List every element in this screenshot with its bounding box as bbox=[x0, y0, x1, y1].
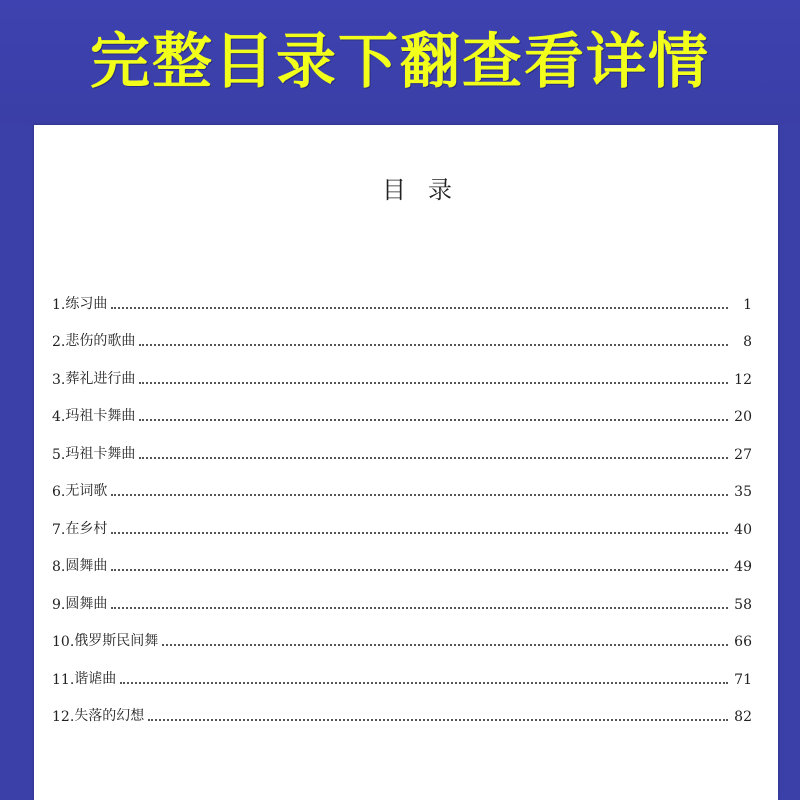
toc-entry bbox=[52, 500, 752, 538]
dot-leader bbox=[139, 418, 728, 421]
dot-leader bbox=[111, 606, 728, 609]
toc-entry-number: 8. bbox=[52, 559, 66, 575]
dot-leader bbox=[111, 531, 728, 534]
toc-entry-page: 20 bbox=[734, 409, 752, 425]
dot-leader bbox=[120, 681, 728, 684]
dot-leader bbox=[111, 493, 728, 496]
toc-entry-title: 练习曲 bbox=[65, 295, 108, 312]
toc-entry-page: 82 bbox=[734, 709, 752, 725]
toc-entry-number: 2. bbox=[52, 334, 66, 350]
toc-entry-number: 1. bbox=[52, 296, 66, 313]
toc-entry-title: 谐谑曲 bbox=[74, 670, 117, 687]
toc-entry-page: 35 bbox=[734, 484, 752, 500]
toc-entry-title: 失落的幻想 bbox=[74, 708, 145, 724]
dot-leader bbox=[148, 718, 728, 721]
toc-entry bbox=[52, 650, 752, 688]
toc-entry-title: 葬礼进行曲 bbox=[65, 370, 136, 387]
toc-entry-page: 12 bbox=[734, 371, 752, 388]
toc-entry-number: 12. bbox=[52, 709, 75, 725]
toc-heading: 目录 bbox=[382, 176, 474, 204]
toc-entry bbox=[52, 275, 752, 313]
toc-entry-title: 圆舞曲 bbox=[65, 558, 108, 574]
toc-entry-title: 圆舞曲 bbox=[65, 595, 108, 612]
toc-entry-title: 无词歌 bbox=[65, 483, 108, 499]
toc-entry bbox=[52, 463, 752, 501]
toc-entry-page: 27 bbox=[734, 446, 752, 463]
promo-banner bbox=[0, 0, 800, 125]
toc-entry bbox=[52, 575, 752, 613]
toc-entry bbox=[52, 688, 752, 726]
toc-entry-page: 71 bbox=[734, 671, 752, 688]
toc-entry-page: 8 bbox=[743, 334, 752, 350]
toc-entry-title: 在乡村 bbox=[65, 520, 108, 537]
toc-entry-number: 10. bbox=[52, 634, 75, 650]
dot-leader bbox=[139, 343, 728, 346]
toc-entry bbox=[52, 313, 752, 351]
toc-page bbox=[34, 125, 778, 800]
toc-entry-number: 3. bbox=[52, 371, 66, 388]
dot-leader bbox=[139, 456, 728, 459]
dot-leader bbox=[111, 568, 728, 571]
toc-entry-title: 玛祖卡舞曲 bbox=[65, 445, 136, 462]
dot-leader bbox=[139, 381, 728, 384]
toc-entry-title: 俄罗斯民间舞 bbox=[74, 633, 159, 649]
toc-entry-page: 58 bbox=[734, 596, 752, 613]
dot-leader bbox=[111, 306, 728, 309]
toc-entry-number: 7. bbox=[52, 521, 66, 538]
toc-entry-page: 49 bbox=[734, 559, 752, 575]
toc-entry-number: 6. bbox=[52, 484, 66, 500]
toc-entry-number: 11. bbox=[52, 671, 75, 688]
toc-entry bbox=[52, 350, 752, 388]
toc-entry bbox=[52, 388, 752, 426]
toc-entry bbox=[52, 613, 752, 651]
toc-entry-number: 5. bbox=[52, 446, 66, 463]
toc-entry-page: 66 bbox=[734, 634, 752, 650]
toc-entry-number: 4. bbox=[52, 409, 66, 425]
toc-entry bbox=[52, 425, 752, 463]
toc-list bbox=[52, 275, 752, 725]
toc-entry-page: 1 bbox=[743, 296, 752, 313]
toc-entry-title: 悲伤的歌曲 bbox=[65, 333, 136, 349]
toc-entry-number: 9. bbox=[52, 596, 66, 613]
dot-leader bbox=[162, 643, 728, 646]
toc-entry bbox=[52, 538, 752, 576]
banner-title: 完整目录下翻查看详情 bbox=[90, 27, 710, 97]
toc-entry-title: 玛祖卡舞曲 bbox=[65, 408, 136, 424]
toc-entry-page: 40 bbox=[734, 521, 752, 538]
